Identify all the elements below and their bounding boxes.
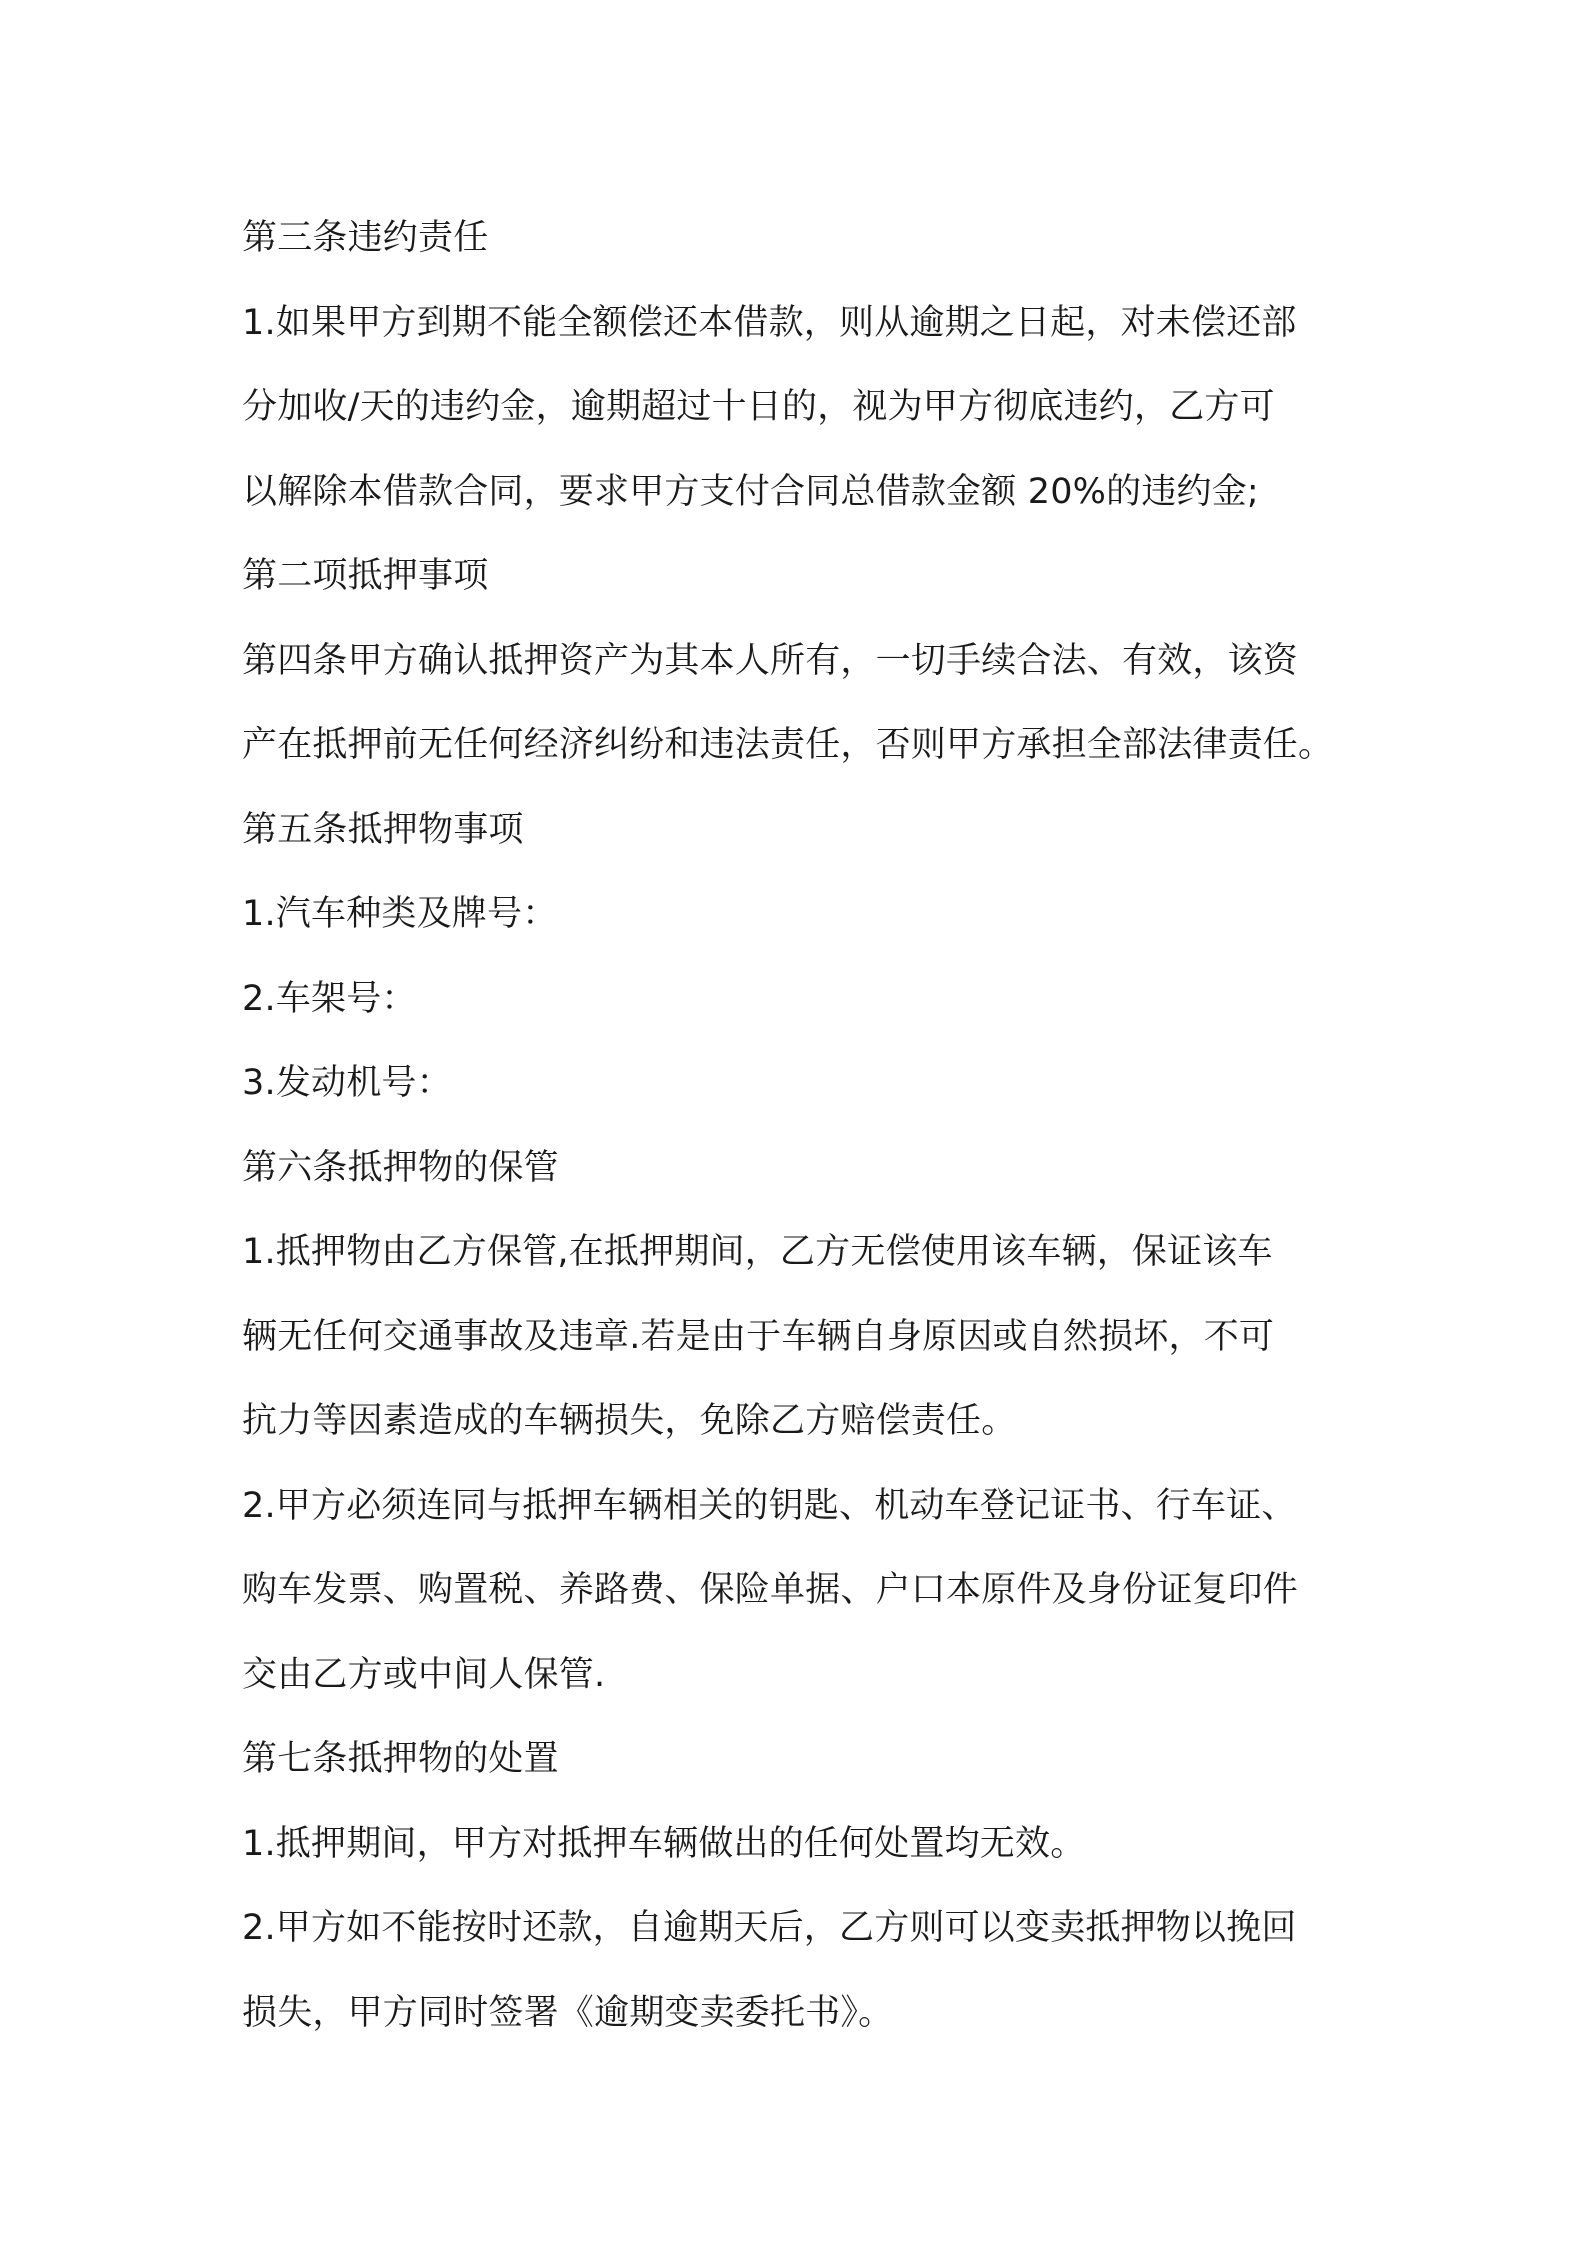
- paragraph-line: 辆无任何交通事故及违章.若是由于车辆自身原因或自然损坏，不可: [242, 1316, 1275, 1357]
- list-item: 1.汽车种类及牌号：: [242, 894, 558, 934]
- paragraph-line: 交由乙方或中间人保管.: [242, 1654, 606, 1695]
- paragraph-line: 产在抵押前无任何经济纠纷和违法责任，否则甲方承担全部法律责任。: [242, 725, 1334, 765]
- heading-article-6: 第六条抵押物的保管: [242, 1147, 559, 1188]
- paragraph-line: 损失，甲方同时签署《逾期变卖委托书》。: [242, 1992, 894, 2033]
- paragraph-line: 第四条甲方确认抵押资产为其本人所有，一切手续合法、有效，该资: [242, 640, 1299, 681]
- paragraph-line: 1.抵押期间，甲方对抵押车辆做出的任何处置均无效。: [242, 1823, 1086, 1864]
- paragraph-line: 1.抵押物由乙方保管,在抵押期间，乙方无偿使用该车辆，保证该车: [242, 1232, 1273, 1272]
- paragraph-line: 2.甲方如不能按时还款，自逾期天后，乙方则可以变卖抵押物以挽回: [242, 1908, 1297, 1948]
- document-body: [242, 196, 1372, 2055]
- heading-article-3: 第三条违约责任: [242, 218, 489, 258]
- paragraph-line: 1.如果甲方到期不能全额偿还本借款，则从逾期之日起，对未偿还部: [242, 302, 1297, 343]
- paragraph-line: 购车发票、购置税、养路费、保险单据、户口本原件及身份证复印件: [242, 1570, 1299, 1610]
- list-item: 2.车架号：: [242, 978, 417, 1019]
- list-item: 3.发动机号：: [242, 1063, 452, 1103]
- heading-section-2: 第二项抵押事项: [242, 556, 489, 596]
- heading-article-5: 第五条抵押物事项: [242, 809, 524, 850]
- paragraph-line: 抗力等因素造成的车辆损失，免除乙方赔偿责任。: [242, 1401, 1017, 1441]
- paragraph-line: 分加收/天的违约金，逾期超过十日的，视为甲方彻底违约，乙方可: [242, 387, 1275, 427]
- heading-article-7: 第七条抵押物的处置: [242, 1739, 559, 1779]
- paragraph-line: 以解除本借款合同，要求甲方支付合同总借款金额 20%的违约金;: [242, 471, 1259, 512]
- paragraph-line: 2.甲方必须连同与抵押车辆相关的钥匙、机动车登记证书、行车证、: [242, 1485, 1297, 1526]
